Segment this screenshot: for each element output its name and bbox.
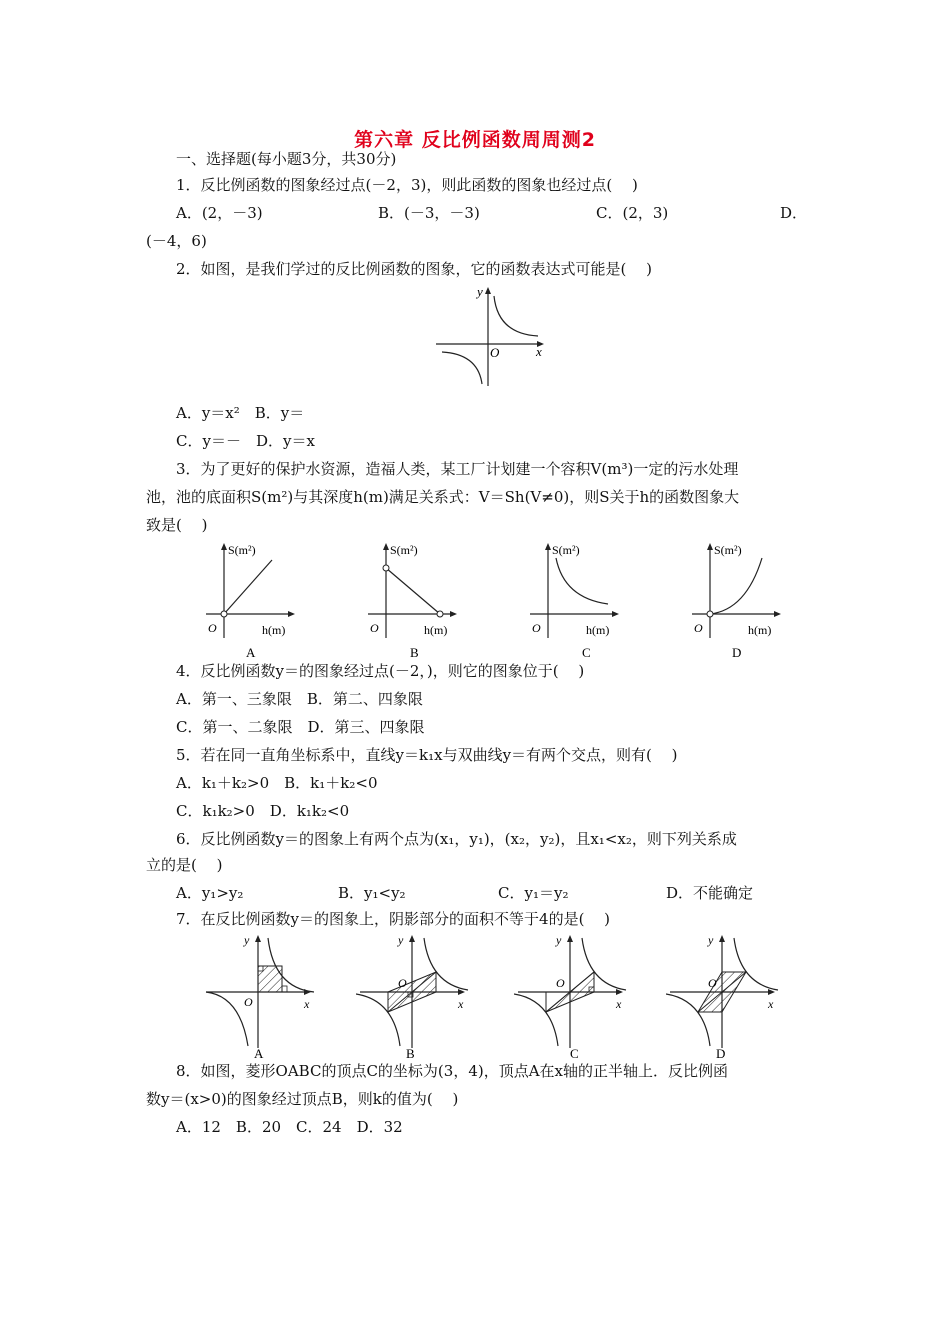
q7-d-o: O — [708, 976, 717, 990]
q7-a-y: y — [244, 933, 250, 947]
q3-a-ylabel: S(m²) — [228, 543, 256, 557]
section-heading: 一、选择题(每小题3分，共30分) — [176, 150, 397, 168]
q8-line2: 数y＝(x>0)的图象经过顶点B，则k的值为( ) — [146, 1090, 459, 1108]
q7-graph-d — [666, 930, 786, 1064]
q7-c-x: x — [616, 997, 622, 1011]
q3-d-origin: O — [694, 621, 703, 635]
q6-line1: 6．反比例函数y＝的图象上有两个点为(x₁，y₁)，(x₂，y₂)，且x₁<x₂，则下列关系成 — [176, 830, 737, 848]
q5-options-row2: C．k₁k₂>0 D．k₁k₂<0 — [176, 802, 350, 820]
q3-line1: 3．为了更好的保护水资源，造福人类，某工厂计划建一个容积V(m³)一定的污水处理 — [176, 460, 739, 478]
q3-c-ylabel: S(m²) — [552, 543, 580, 557]
q2-x-label: x — [536, 344, 542, 359]
q7-graph-b — [356, 930, 476, 1064]
q3-a-origin: O — [208, 621, 217, 635]
q3-option-a-label: A — [246, 645, 256, 658]
q7-a-x: x — [304, 997, 310, 1011]
q3-graph-b — [362, 538, 472, 662]
q3-option-c-label: C — [582, 645, 591, 658]
q8-options: A．12 B．20 C．24 D．32 — [176, 1118, 403, 1136]
q3-b-ylabel: S(m²) — [390, 543, 418, 557]
q3-graph-a — [200, 538, 310, 662]
q7-c-y: y — [556, 933, 562, 947]
q7-option-b-label: B — [406, 1046, 415, 1060]
q3-b-xlabel: h(m) — [424, 623, 448, 637]
q5-options-row1: A．k₁＋k₂>0 B．k₁＋k₂<0 — [176, 774, 378, 792]
q3-d-xlabel: h(m) — [748, 623, 772, 637]
q3-c-origin: O — [532, 621, 541, 635]
q2-options-row2: C．y＝－ D．y＝x — [176, 432, 315, 450]
q3-graph-d — [686, 538, 796, 662]
q4-options-row2: C．第一、二象限 D．第三、四象限 — [176, 718, 425, 736]
q7-c-o: O — [556, 976, 565, 990]
q7-b-o: O — [398, 976, 407, 990]
q3-c-xlabel: h(m) — [586, 623, 610, 637]
q7-a-o: O — [244, 995, 253, 1009]
q6-option-b: B．y₁<y₂ — [338, 884, 406, 902]
page-title: 第六章 反比例函数周周测2 — [354, 129, 596, 151]
q7-option-a-label: A — [254, 1046, 264, 1060]
q1-option-d-cont: (－4，6) — [146, 232, 207, 250]
q7-graph-a — [202, 930, 322, 1064]
q1-option-a: A．(2，－3) — [176, 204, 263, 222]
q7-stem: 7．在反比例函数y＝的图象上，阴影部分的面积不等于4的是( ) — [176, 910, 611, 928]
q6-option-d: D．不能确定 — [666, 884, 754, 902]
q2-options-row1: A．y＝x² B．y＝ — [176, 404, 305, 422]
q1-option-b: B．(－3，－3) — [378, 204, 480, 222]
q2-y-label: y — [477, 284, 483, 299]
q3-option-d-label: D — [732, 645, 742, 658]
q6-option-c: C．y₁＝y₂ — [498, 884, 569, 902]
q8-line1: 8．如图，菱形OABC的顶点C的坐标为(3，4)，顶点A在x轴的正半轴上．反比例函 — [176, 1062, 729, 1080]
q3-line3: 致是( ) — [146, 516, 208, 534]
q1-stem: 1．反比例函数的图象经过点(－2，3)，则此函数的图象也经过点( ) — [176, 176, 638, 194]
q3-graph-c — [524, 538, 634, 662]
q7-b-y: y — [398, 933, 404, 947]
q3-b-origin: O — [370, 621, 379, 635]
q6-line2: 立的是( ) — [146, 856, 223, 874]
q3-d-ylabel: S(m²) — [714, 543, 742, 557]
q2-origin-label: O — [490, 345, 500, 360]
q2-figure — [432, 282, 552, 394]
q7-d-y: y — [708, 933, 714, 947]
q1-option-d: D． — [780, 204, 808, 222]
q7-d-x: x — [768, 997, 774, 1011]
q4-options-row1: A．第一、三象限 B．第二、四象限 — [176, 690, 423, 708]
q1-option-c: C．(2，3) — [596, 204, 669, 222]
q7-option-c-label: C — [570, 1046, 579, 1060]
q6-option-a: A．y₁>y₂ — [176, 884, 244, 902]
q7-graph-c — [514, 930, 634, 1064]
q7-b-x: x — [458, 997, 464, 1011]
q3-option-b-label: B — [410, 645, 419, 658]
q4-stem: 4．反比例函数y＝的图象经过点(－2，)，则它的图象位于( ) — [176, 662, 585, 680]
q5-stem: 5．若在同一直角坐标系中，直线y＝k₁x与双曲线y＝有两个交点，则有( ) — [176, 746, 678, 764]
q3-a-xlabel: h(m) — [262, 623, 286, 637]
q2-stem: 2．如图，是我们学过的反比例函数的图象，它的函数表达式可能是( ) — [176, 260, 653, 278]
q7-option-d-label: D — [716, 1046, 726, 1060]
q3-line2: 池，池的底面积S(m²)与其深度h(m)满足关系式：V＝Sh(V≠0)，则S关于h的函数图象大 — [146, 488, 740, 506]
